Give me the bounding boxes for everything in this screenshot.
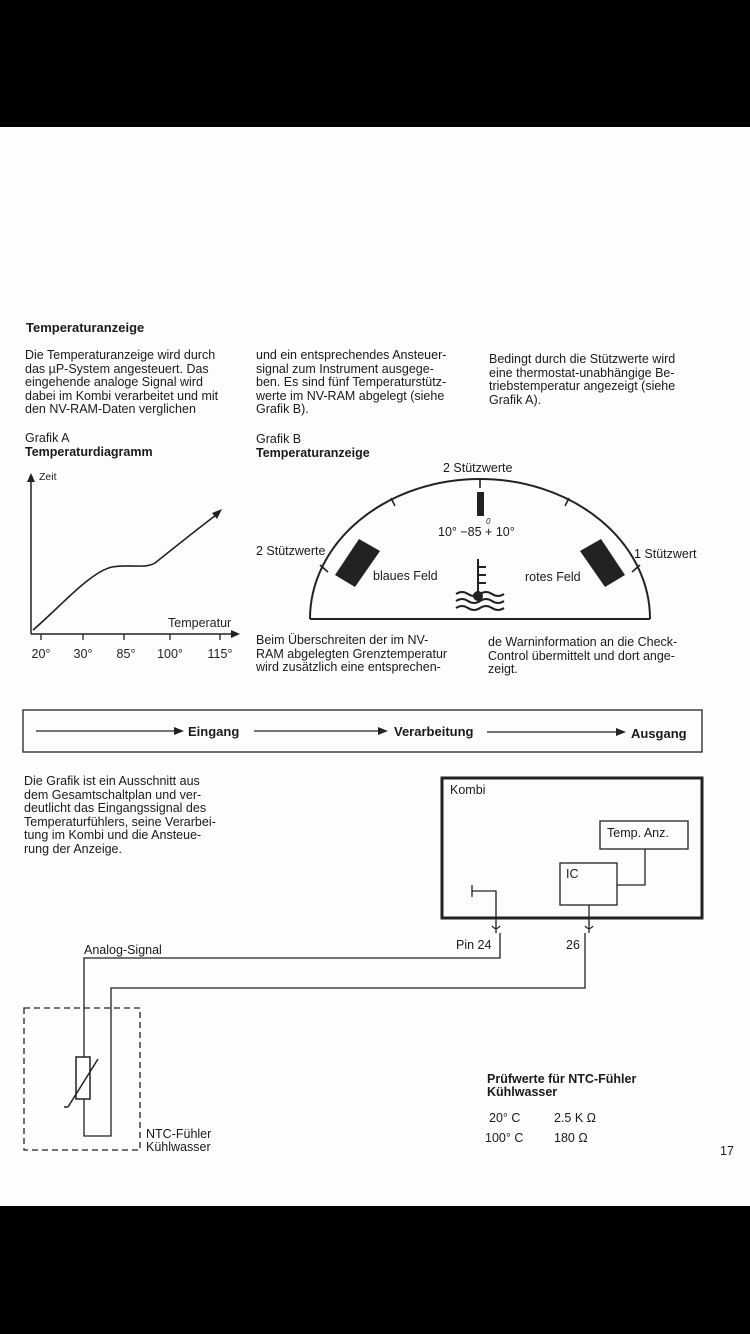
tick-label: 30°	[73, 647, 93, 661]
gauge-right-label: 1 Stützwert	[634, 547, 697, 561]
pin26-label: 26	[566, 938, 580, 952]
tick-label: 85°	[116, 647, 136, 661]
test-value-2: 180 Ω	[554, 1131, 588, 1145]
flow-arrow-icon	[378, 727, 388, 735]
text-line: Grafik B).	[256, 402, 309, 416]
text-line: eingehende analoge Signal wird	[25, 375, 203, 389]
flow-input-label: Eingang	[188, 724, 240, 739]
text-line: dem Gesamtschaltplan und ver-	[24, 787, 202, 802]
flow-process-label: Verarbeitung	[394, 724, 474, 739]
document-page	[0, 127, 750, 1206]
text-line: Die Temperaturanzeige wird durch	[25, 348, 216, 362]
text-line: das µP-System angesteuert. Das	[25, 361, 209, 376]
text-line: und ein entsprechendes Ansteuer-	[256, 348, 447, 362]
gauge-left-label: 2 Stützwerte	[256, 544, 326, 558]
sensor-label-2: Kühlwasser	[146, 1140, 211, 1154]
warning-column-1	[256, 634, 447, 675]
y-axis-label: Zeit	[39, 471, 57, 483]
text-line: triebstemperatur angezeigt (siehe	[489, 379, 676, 393]
gauge-center-label: 10° −85 + 10°	[438, 525, 515, 539]
gauge-center-needle	[477, 492, 484, 516]
thermometer-bulb-icon	[473, 591, 483, 601]
flow-output-label: Ausgang	[631, 726, 687, 741]
section-heading: Temperaturanzeige	[26, 320, 145, 335]
flow-arrow-icon	[174, 727, 184, 735]
coolant-thermometer-icon	[456, 559, 504, 610]
text-line: dabei im Kombi verarbeitet und mit	[25, 388, 219, 403]
gauge-red-label: rotes Feld	[525, 570, 581, 584]
text-line: Control übermittelt und dort ange-	[488, 648, 675, 663]
grafik-b-title: Temperaturanzeige	[256, 446, 370, 460]
pin24-label: Pin 24	[456, 938, 492, 952]
grafik-b-label: Grafik B	[256, 432, 302, 446]
grafik-a-label: Grafik A	[25, 431, 70, 445]
temp-anz-label: Temp. Anz.	[607, 826, 669, 840]
tick-label: 100°	[157, 647, 183, 661]
text-line: den NV-RAM-Daten verglichen	[25, 402, 196, 416]
text-line: Bedingt durch die Stützwerte wird	[489, 352, 676, 366]
test-temp-1: 20° C	[489, 1111, 521, 1125]
sensor-wire	[84, 933, 585, 1136]
gauge-top-label: 2 Stützwerte	[443, 461, 513, 475]
ntc-resistor	[76, 1057, 90, 1099]
text-line: Temperaturfühlers, seine Verarbei-	[24, 814, 216, 829]
tick-label: 115°	[207, 647, 233, 661]
text-line: deutlicht das Eingangssignal des	[24, 801, 207, 815]
text-line: signal zum Instrument ausgege-	[256, 361, 434, 376]
circuit-description	[24, 775, 216, 856]
gauge-red-field	[580, 539, 625, 587]
y-axis-arrow-icon	[27, 473, 35, 482]
test-values-title-1: Prüfwerte für NTC-Fühler	[487, 1072, 637, 1086]
text-line: wird zusätzlich eine entsprechen-	[256, 660, 441, 674]
text-line: Grafik A).	[489, 392, 542, 407]
text-line: de Warninformation an die Check-	[488, 635, 678, 649]
sensor-label-1: NTC-Fühler	[146, 1127, 212, 1141]
page-number: 17	[720, 1144, 734, 1158]
kombi-box	[442, 778, 702, 918]
text-line: Die Grafik ist ein Ausschnitt aus	[24, 774, 200, 788]
analog-signal-label: Analog-Signal	[84, 943, 162, 957]
text-line: werte im NV-RAM abgelegt (siehe	[256, 388, 445, 403]
ic-to-display-wire	[617, 849, 645, 885]
kombi-label: Kombi	[450, 783, 486, 797]
test-temp-2: 100° C	[485, 1131, 524, 1145]
text-line: rung der Anzeige.	[24, 841, 122, 856]
text-line: eine thermostat-unabhängige Be-	[489, 365, 675, 380]
text-line: tung im Kombi und die Ansteue-	[24, 828, 202, 842]
x-axis-label: Temperatur	[168, 616, 232, 630]
x-axis-arrow-icon	[231, 630, 240, 638]
text-line: zeigt.	[488, 662, 518, 676]
warning-column-2	[488, 636, 677, 677]
gauge-center-sup: 0	[486, 517, 491, 526]
text-line: Beim Überschreiten der im NV-	[256, 633, 429, 647]
test-value-1: 2.5 K Ω	[554, 1111, 597, 1125]
tick-label: 20°	[31, 647, 51, 661]
ic-label: IC	[566, 867, 579, 881]
temperature-curve	[33, 512, 220, 630]
text-line: ben. Es sind fünf Temperaturstütz-	[256, 375, 447, 389]
test-values-title-2: Kühlwasser	[487, 1085, 558, 1099]
gauge-blue-label: blaues Feld	[373, 569, 438, 583]
text-line: RAM abgelegten Grenztemperatur	[256, 646, 448, 661]
grafik-a-title: Temperaturdiagramm	[25, 445, 153, 459]
flow-arrow-icon	[616, 728, 626, 736]
